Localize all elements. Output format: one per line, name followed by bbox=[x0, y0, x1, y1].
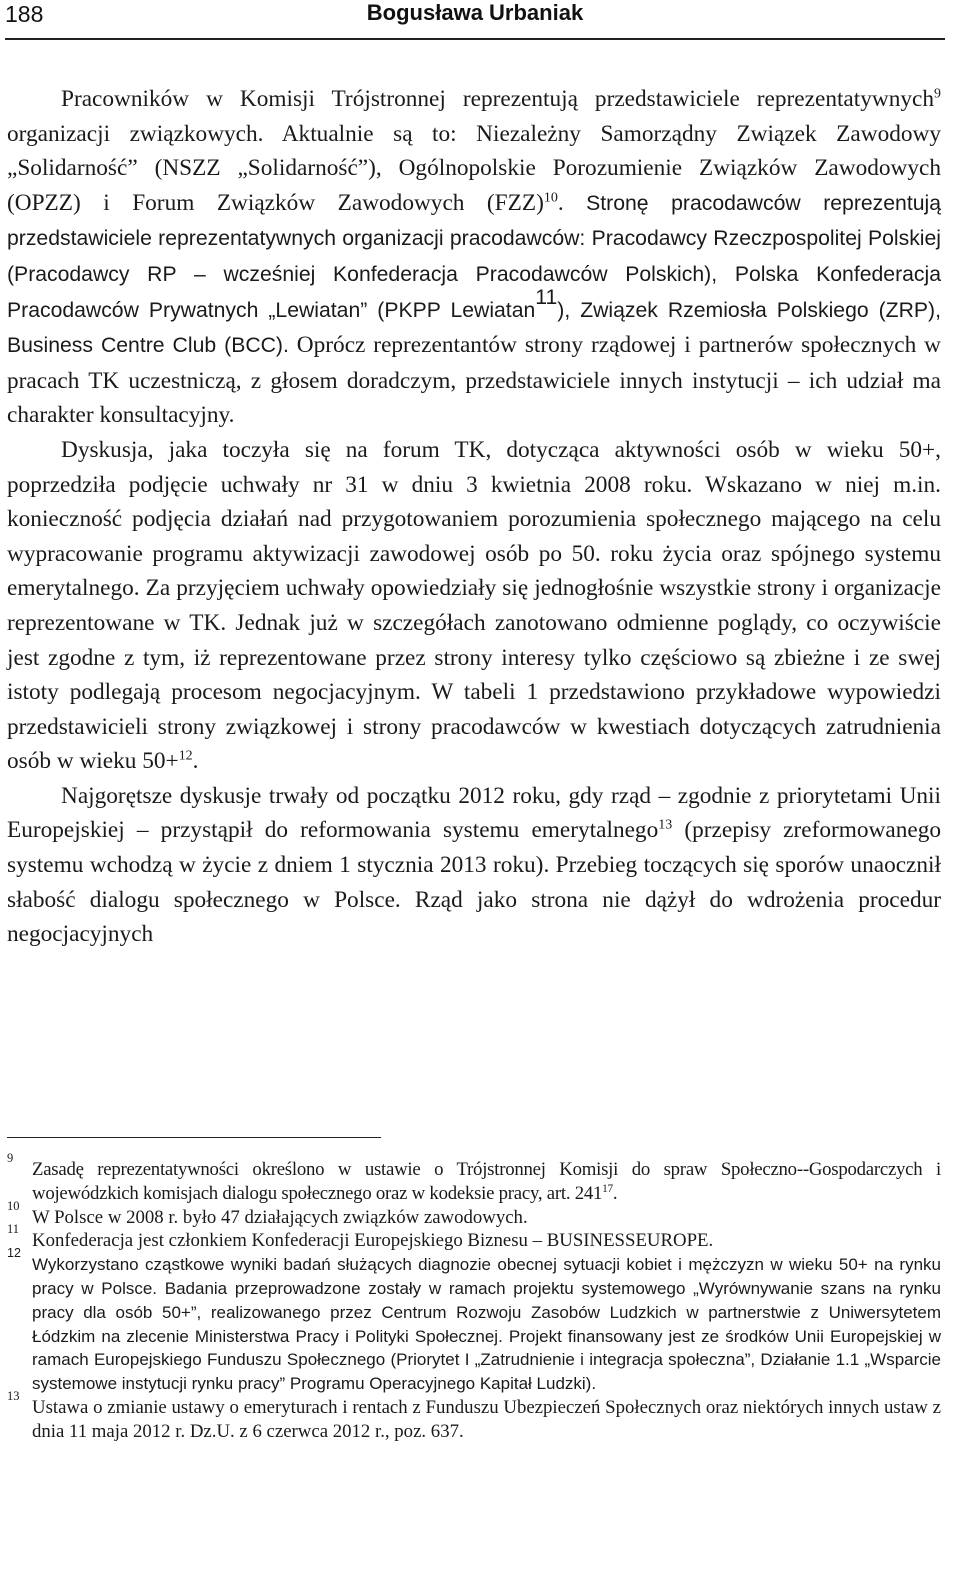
footnote-text-tail: . bbox=[612, 1182, 618, 1204]
footnote-number: 9 bbox=[7, 1151, 13, 1165]
page-number: 188 bbox=[5, 1, 44, 27]
paragraph-1 bbox=[7, 82, 941, 433]
paragraph-1-text-a: Pracowników w Komisji Trójstronnej reprezentują przedstawiciele reprezentatywnych bbox=[61, 86, 935, 112]
footnote-separator bbox=[7, 1137, 381, 1138]
paragraph-2 bbox=[7, 433, 941, 779]
paragraph-2-text-b: . bbox=[192, 748, 199, 775]
footnote-number: 13 bbox=[7, 1388, 20, 1403]
footnotes bbox=[7, 1151, 941, 1444]
paragraph-3 bbox=[7, 779, 941, 952]
paragraph-1-sans-segment: Stronę pracodawców reprezentują przedstawiciele reprezentatywnych organizacji pracodawców: Pracodawcy Rzeczpospolitej Polskiej (Pracodawcy RP – wcześniej Konfederacja Pracodawców Polskich), Polska Konfederacja Pracodawców Prywatnych „Lewiatan” (PKPP Lewiatan bbox=[7, 191, 941, 322]
footnote-text: Ustawa o zmianie ustawy o emeryturach i rentach z Funduszu Ubezpieczeń Społecznych oraz niektórych innych ustaw z dnia 11 maja 2012 r. Dz.U. z 6 czerwca 2012 r., poz. 637. bbox=[32, 1396, 941, 1442]
footnote-text: Zasadę reprezentatywności określono w ustawie o Trójstronnej Komisji do spraw Społeczno-​-Gospodarczych i wojewódzkich komisjach dialogu społecznego oraz w kodeksie pracy, art. 241 bbox=[32, 1159, 941, 1204]
footnote-number: 11 bbox=[7, 1222, 20, 1237]
running-author: Bogusława Urbaniak bbox=[366, 0, 584, 25]
footnote-text: Konfederacja jest członkiem Konfederacji Europejskiego Biznesu – BUSINESSEUROPE. bbox=[32, 1230, 714, 1252]
footnote-text: Wykorzystano cząstkowe wyniki badań służących diagnozie obecnej sytuacji kobiet i mężczyzn w wieku 50+ na rynku pracy w Polsce. Badania przeprowadzone zostały w ramach projektu systemowego „Wyrównywanie szans na rynku pracy dla osób 50+”, realizowanego przez Centrum Rozwoju Zasobów Ludzkich w partnerstwie z Uniwersytetem Łódzkim na zlecenie Ministerstwa Pracy i Polityki Społecznej. Projekt finansowany jest ze środków Unii Europejskiej w ramach Europejskiego Funduszu Społecznego (Priorytet I „Zatrudnienie i integracja społeczna”, Działanie 1.1 „Wsparcie systemowe instytucji rynku pracy” Programu Operacyjnego Kapitał Ludzki). bbox=[32, 1255, 941, 1394]
paragraph-1-sans-segment-end: ), Związek Rzemiosła Polskiego (ZRP), Business Centre Club (BCC). bbox=[7, 298, 941, 358]
body-text bbox=[7, 82, 941, 952]
footnote-13 bbox=[7, 1388, 941, 1444]
footnote-9 bbox=[7, 1151, 941, 1206]
footnote-ref-12[interactable]: 12 bbox=[178, 748, 193, 764]
paragraph-1-text-c: . bbox=[557, 189, 587, 216]
footnote-ref-10[interactable]: 10 bbox=[543, 190, 558, 206]
footnote-superscript: 17 bbox=[602, 1182, 613, 1195]
footnote-ref-9[interactable]: 9 bbox=[934, 86, 941, 102]
footnote-12 bbox=[7, 1246, 941, 1396]
footnote-ref-13[interactable]: 13 bbox=[658, 817, 673, 833]
paragraph-1-text-e: Oprócz reprezentantów strony rządowej i partnerów społecznych w pracach TK uczestniczą, z głosem doradczym, przedstawiciele innych instytucji – ich udział ma charakter konsultacyjny. bbox=[7, 332, 941, 429]
paragraph-1-text-b: organizacji związkowych. Aktualnie są to: Niezależny Samorządny Związek Zawodowy „Solidarność” (NSZZ „Solidarność”), Ogólnopolskie Porozumienie Związków Zawodowych (OPZZ) i Forum Związków Zawodowych (FZZ) bbox=[7, 120, 941, 216]
paragraph-3-text-b: (przepisy zreformowanego systemu wchodzą w życie z dniem 1 stycznia 2013 roku). Przebieg toczących się sporów unaocznił słabość dialogu społecznego w Polsce. Rząd jako strona nie dążył do wdrożenia procedur negocjacyjnych bbox=[7, 817, 941, 948]
footnote-number: 10 bbox=[7, 1198, 20, 1213]
footnote-ref-11[interactable]: 11 bbox=[535, 285, 558, 309]
footnote-number: 12 bbox=[7, 1246, 21, 1261]
paragraph-3-text-a: Najgorętsze dyskusje trwały od początku 2012 roku, gdy rząd – zgodnie z priorytetami Unii Europejskiej – przystąpił do reformowania systemu emerytalnego bbox=[7, 782, 941, 844]
footnote-10 bbox=[7, 1198, 941, 1230]
running-header bbox=[5, 0, 945, 40]
paragraph-2-text-a: Dyskusja, jaka toczyła się na forum TK, dotycząca aktywności osób w wieku 50+, poprzedziła podjęcie uchwały nr 31 w dniu 3 kwietnia 2008 roku. Wskazano w niej m.in. konieczność podjęcia działań nad przygotowaniem porozumienia społecznego mającego na celu wypracowanie programu aktywizacji zawodowej osób po 50. roku życia oraz spójnego systemu emerytalnego. Za przyjęciem uchwały opowiedziały się jednogłośnie wszystkie strony i organizacje reprezentowane w TK. Jednak już w szczegółach zanotowano odmienne poglądy, co oczywiście jest zgodne z tym, iż reprezentowane przez strony interesy tylko częściowo są zbieżne i ze swej istoty podlegają procesom negocjacyjnym. W tabeli 1 przedstawiono przykładowe wypowiedzi przedstawicieli strony związkowej i strony pracodawców w kwestiach dotyczących zatrudnienia osób w wieku 50+ bbox=[7, 436, 941, 775]
footnote-11 bbox=[7, 1222, 941, 1253]
footnote-text: W Polsce w 2008 r. było 47 działających związków zawodowych. bbox=[32, 1206, 528, 1228]
